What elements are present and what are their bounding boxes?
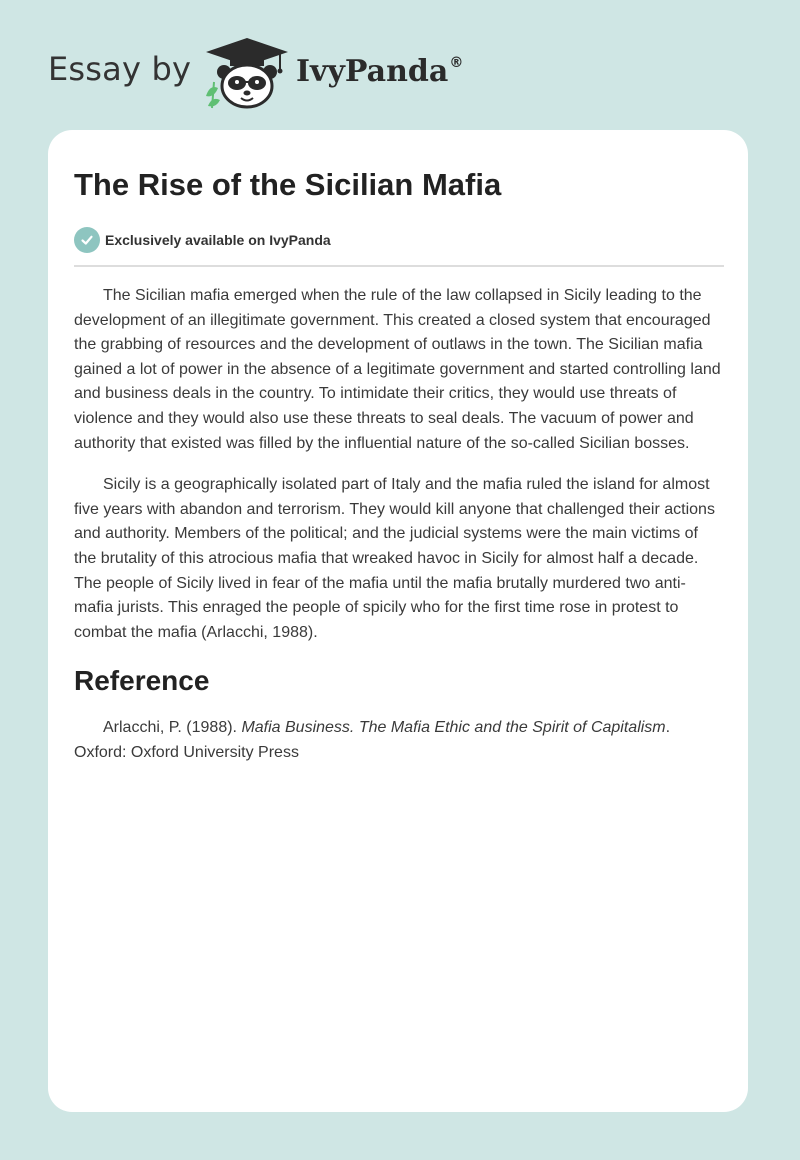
exclusive-label: Exclusively available on IvyPanda — [105, 232, 331, 248]
essay-by-label: Essay by — [48, 50, 192, 88]
site-header — [48, 36, 528, 116]
registered-mark: ® — [449, 55, 464, 71]
essay-content — [74, 130, 724, 766]
essay-card — [48, 130, 748, 1112]
reference-entry — [74, 716, 724, 765]
divider — [74, 265, 724, 267]
page-title: The Rise of the Sicilian Mafia — [74, 167, 502, 202]
body-paragraph-2: Sicily is a geographically isolated part of Italy and the mafia ruled the island for almost five years with abandon and terrorism. They would kill anyone that challenged their actions and authority. Members of the political; and the judicial systems were the main victims of the brutality of this atrocious mafia that wreaked havoc in Sicily for almost half a decade. The people of Sicily lived in fear of the mafia until the mafia brutally murdered two anti-mafia jurists. This enraged the people of spicily who for the first time rose in protest to combat the mafia (Arlacchi, 1988). — [74, 476, 715, 641]
brand-name[interactable]: IvyPanda® — [296, 54, 464, 89]
reference-publisher: . Oxford: Oxford University Press — [74, 719, 671, 761]
check-icon — [74, 227, 100, 253]
body-paragraph-1: The Sicilian mafia emerged when the rule of the law collapsed in Sicily leading to the development of an illegitimate government. This created a closed system that encouraged the grabbing of resources and the development of outlaws in the town. The Sicilian mafia gained a lot of power in the absence of a legitimate government and started controlling land and business deals in the country. To intimidate their critics, they would use threats of violence and they would also use these threats to seal deals. The vacuum of power and authority that existed was filled by the influential nature of the so-called Sicilian bosses. — [74, 287, 721, 452]
reference-book-title: Mafia Business. The Mafia Ethic and the Spirit of Capitalism — [241, 719, 666, 737]
exclusive-badge — [74, 227, 724, 253]
reference-author-year: Arlacchi, P. (1988). — [103, 719, 242, 737]
reference-heading: Reference — [74, 665, 210, 697]
panda-graduate-icon[interactable] — [200, 36, 294, 110]
